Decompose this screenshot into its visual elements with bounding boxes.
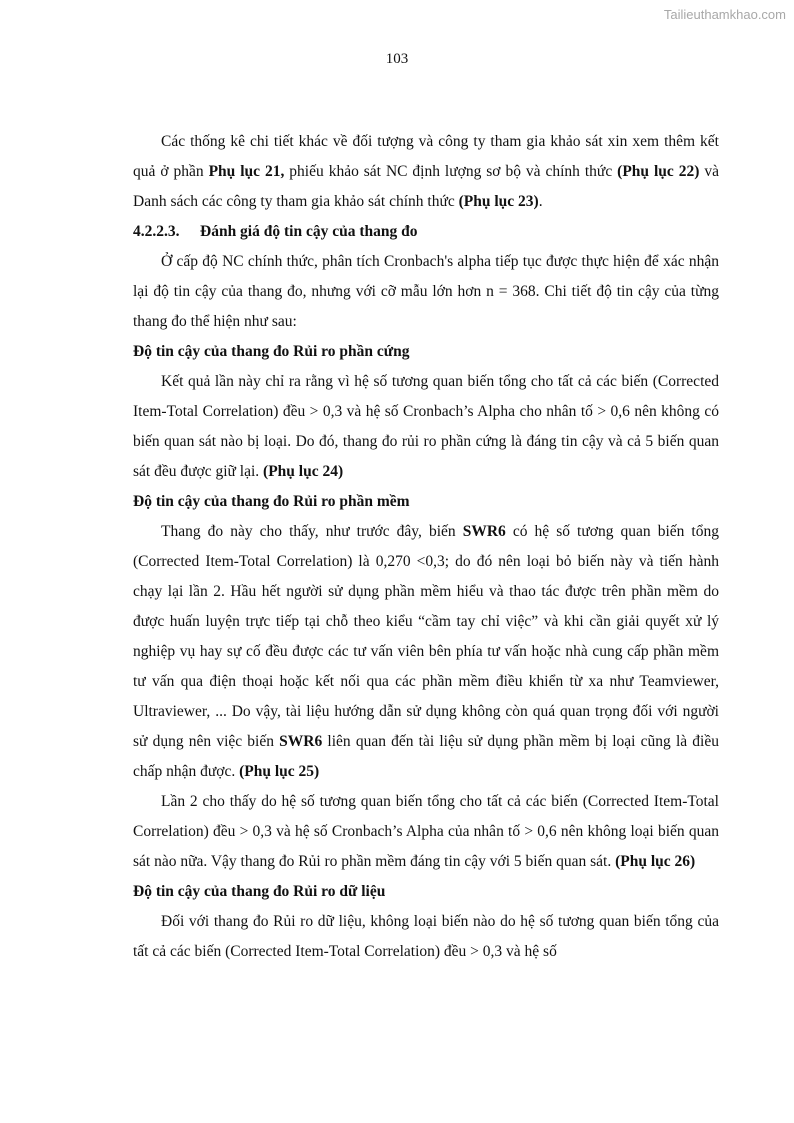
heading-data-risk: Độ tin cậy của thang đo Rủi ro dữ liệu [133, 883, 386, 900]
paragraph-hardware-risk: Kết quả lần này chỉ ra rằng vì hệ số tương quan biến tổng cho tất cả các biến (Corrected Item-Total Correlation) đều > 0,3 và hệ số Cronbach’s Alpha cho nhân tố > 0,6 nên không có biến quan sát nào bị loại. Do đó, thang đo rủi ro phần cứng là đáng tin cậy và cả 5 biến quan sát đều được giữ lại. (Phụ lục 24) [133, 373, 719, 480]
watermark: Tailieuthamkhao.com [663, 7, 786, 22]
paragraph-software-risk-2: Lần 2 cho thấy do hệ số tương quan biến tổng cho tất cả các biến (Corrected Item-Total Correlation) đều > 0,3 và hệ số Cronbach’s Alpha của nhân tố > 0,6 nên không loại biến quan sát nào nữa. Vậy thang đo Rủi ro phần mềm đáng tin cậy với 5 biến quan sát. (Phụ lục 26) [133, 793, 719, 870]
section-title: Đánh giá độ tin cậy của thang đo [200, 223, 418, 240]
paragraph-software-risk-1: Thang đo này cho thấy, như trước đây, biến SWR6 có hệ số tương quan biến tổng (Corrected Item-Total Correlation) là 0,270 <0,3; do đó nên loại bỏ biến này và tiến hành chạy lại lần 2. Hầu hết người sử dụng phần mềm hiểu và thao tác được trên phần mềm do được huấn luyện trực tiếp tại chỗ theo kiểu “cầm tay chỉ việc” và khi cần giải quyết xử lý nghiệp vụ hay sự cố đều được các tư vấn viên bên phía tư vấn hoặc nhà cung cấp phần mềm tư vấn qua điện thoại hoặc kết nối qua các phần mềm điều khiển từ xa như Teamviewer, Ultraviewer, ... Do vậy, tài liệu hướng dẫn sử dụng không còn quá quan trọng đối với người sử dụng nên việc biến SWR6 liên quan đến tài liệu sử dụng phần mềm bị loại cũng là điều chấp nhận được. (Phụ lục 25) [133, 523, 719, 780]
paragraph-appendix-references: Các thống kê chi tiết khác về đối tượng và công ty tham gia khảo sát xin xem thêm kết quả ở phần Phụ lục 21, phiếu khảo sát NC định lượng sơ bộ và chính thức (Phụ lục 22) và Danh sách các công ty tham gia khảo sát chính thức (Phụ lục 23). [133, 133, 720, 210]
paragraph-data-risk: Đối với thang đo Rủi ro dữ liệu, không loại biến nào do hệ số tương quan biến tổng của tất cả các biến (Corrected Item-Total Correlation) đều > 0,3 và hệ số [133, 913, 719, 960]
page-number: 103 [385, 51, 409, 67]
section-number: 4.2.2.3. [133, 223, 180, 240]
section-heading [133, 217, 719, 247]
paragraph-cronbach-intro: Ở cấp độ NC chính thức, phân tích Cronbach's alpha tiếp tục được thực hiện để xác nhận lại độ tin cậy của thang đo, nhưng với cỡ mẫu lớn hơn n = 368. Chi tiết độ tin cậy của từng thang đo thể hiện như sau: [133, 253, 719, 330]
heading-hardware-risk: Độ tin cậy của thang đo Rủi ro phần cứng [133, 343, 410, 360]
heading-software-risk: Độ tin cậy của thang đo Rủi ro phần mềm [133, 493, 410, 510]
page-content [133, 127, 719, 967]
